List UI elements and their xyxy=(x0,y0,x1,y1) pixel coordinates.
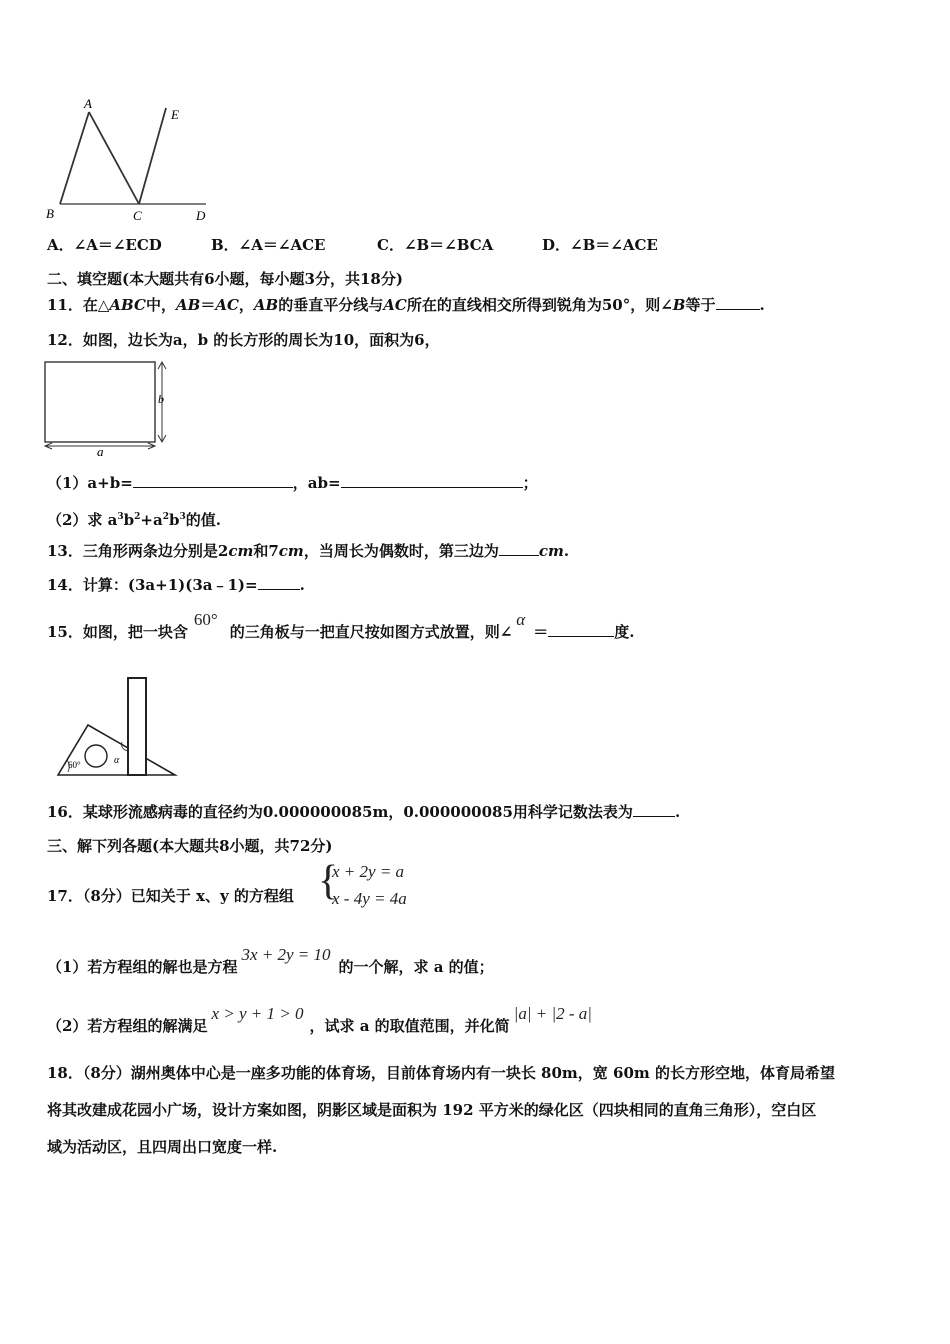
q12-part2 xyxy=(47,507,221,530)
q12-part2-end: 的值. xyxy=(185,511,221,529)
q11-ac2: AC xyxy=(383,296,407,314)
q14-end: . xyxy=(299,576,305,594)
q15-t1: 15．如图，把一块含 xyxy=(47,623,188,641)
q10-option-c: C．∠B＝∠BCA xyxy=(377,236,494,254)
q11-ab2: AB xyxy=(253,296,279,314)
q17-eq2: x - 4y = 4a xyxy=(332,889,407,908)
q15-t3: ＝ xyxy=(533,623,549,641)
ruler-triangle-figure xyxy=(50,672,180,782)
q17-part1-eq: 3x + 2y = 10 xyxy=(241,945,331,964)
q13-answer-blank[interactable] xyxy=(499,541,539,556)
q18-line-1: 18．（8分）湖州奥体中心是一座多功能的体育场，目前体育场内有一块长 80m，宽 60m 的长方形空地，体育局希望 xyxy=(47,1064,835,1082)
q13-t2: 和 xyxy=(253,542,269,560)
set-square-hole xyxy=(85,745,107,767)
ruler xyxy=(128,678,146,775)
q10-option-a: A．∠A＝∠ECD xyxy=(47,236,162,254)
q12-part2-b: b xyxy=(123,511,135,529)
q15 xyxy=(47,610,635,642)
label-c: C xyxy=(133,208,142,223)
q11-t3: ＝ xyxy=(200,296,216,314)
q13-end: . xyxy=(563,542,570,560)
label-rect-b: b xyxy=(158,392,164,406)
line-ac xyxy=(89,112,139,204)
q17-stem: 17．（8分）已知关于 x、y 的方程组 xyxy=(47,887,294,905)
line-ce xyxy=(139,108,166,204)
q15-t2: 的三角板与一把直尺按如图方式放置，则∠ xyxy=(229,623,513,641)
q18-line-3: 域为活动区，且四周出口宽度一样. xyxy=(47,1138,278,1156)
q15-end: 度. xyxy=(614,623,635,641)
q13-u3: cm xyxy=(538,542,564,560)
q17-eq1: x + 2y = a xyxy=(332,862,405,881)
rectangle xyxy=(45,362,155,442)
q11-ab: AB xyxy=(175,296,201,314)
q17-part2-mid: ，试求 a 的取值范围，并化简 xyxy=(309,1017,510,1035)
q12-product-blank[interactable] xyxy=(341,473,523,488)
section-3-heading: 三、解下列各题(本大题共8小题，共72分) xyxy=(47,837,333,855)
q12-part1-label: （1）a+b= xyxy=(47,474,133,492)
q11-b: B xyxy=(672,296,686,314)
q17-part2 xyxy=(47,1004,592,1036)
q17-part2-ineq: x > y + 1 > 0 xyxy=(211,1004,304,1023)
q12-part1-mid: ，ab= xyxy=(292,474,341,492)
q13-t3: ，当周长为偶数时，第三边为 xyxy=(303,542,499,560)
q12-exp-1: 3 xyxy=(117,512,124,522)
q11-end: . xyxy=(759,296,765,314)
q12-part1 xyxy=(47,473,538,493)
q13-t1: 13．三角形两条边分别是 xyxy=(47,542,218,560)
q10-option-d: D．∠B＝∠ACE xyxy=(542,236,658,254)
q12-part1-end: ； xyxy=(522,474,538,492)
q11-answer-blank[interactable] xyxy=(716,295,760,310)
q13 xyxy=(47,541,569,561)
q12-part2-c: +a xyxy=(140,511,163,529)
q11-t5: 的垂直平分线与 xyxy=(278,296,384,314)
q13-v2: 7 xyxy=(268,542,279,560)
q12-stem: 12．如图，边长为a，b 的长方形的周长为10，面积为6， xyxy=(47,331,440,349)
q18-line-2: 将其改建成花园小广场，设计方案如图，阴影区域是面积为 192 平方米的绿化区（四块相同的直角三角形），空白区 xyxy=(47,1101,817,1119)
q14-text: 14．计算：(3a+1)(3a﹣1)= xyxy=(47,576,258,594)
q16-answer-blank[interactable] xyxy=(633,802,675,817)
q15-answer-blank[interactable] xyxy=(548,622,614,637)
q13-v1: 2 xyxy=(217,542,229,560)
q11-t4: ， xyxy=(238,296,254,314)
q10-option-b: B．∠A＝∠ACE xyxy=(211,236,326,254)
q15-angle: 60° xyxy=(193,610,218,629)
q14 xyxy=(47,575,305,595)
q12-part2-a: （2）求 a xyxy=(47,511,118,529)
q14-answer-blank[interactable] xyxy=(258,575,300,590)
q12-sum-blank[interactable] xyxy=(133,473,293,488)
q12-exp-4: 3 xyxy=(179,512,186,522)
q11-abc: ABC xyxy=(109,296,146,314)
label-a: A xyxy=(84,96,92,111)
q13-u2: cm xyxy=(278,542,304,560)
q17-part1 xyxy=(47,945,494,977)
q17-part1-pre: （1）若方程组的解也是方程 xyxy=(47,958,238,976)
q17-system-brace: { xyxy=(318,858,339,904)
label-b: B xyxy=(46,206,54,221)
line-ba xyxy=(60,112,89,204)
q13-u1: cm xyxy=(228,542,254,560)
label-e: E xyxy=(171,107,179,122)
section-2-heading: 二、填空题(本大题共有6小题，每小题3分，共18分) xyxy=(47,270,403,288)
q16-text: 16．某球形流感病毒的直径约为0.000000085m，0.000000085用科学记数法表为 xyxy=(47,803,633,821)
label-alpha: α xyxy=(114,755,120,766)
q17-part1-post: 的一个解，求 a 的值； xyxy=(338,958,494,976)
label-60: 60° xyxy=(68,760,81,770)
q11-ac: AC xyxy=(215,296,239,314)
q15-alpha: α xyxy=(516,610,526,629)
q12-exp-2: 2 xyxy=(134,512,141,522)
rectangle-figure xyxy=(40,358,180,458)
triangle-figure xyxy=(40,92,220,227)
label-rect-a: a xyxy=(97,444,104,458)
q12-exp-3: 2 xyxy=(162,512,169,522)
q11-t2: 中， xyxy=(145,296,176,314)
q17-part2-abs: |a| + |2 - a| xyxy=(513,1004,592,1023)
label-d: D xyxy=(196,208,206,223)
q16-end: . xyxy=(674,803,681,821)
q11-t1: 11．在△ xyxy=(47,296,110,314)
q16 xyxy=(47,802,680,822)
q11-t6: 所在的直线相交所得到锐角为50°，则∠ xyxy=(406,296,673,314)
q11 xyxy=(47,295,765,315)
q17-part2-pre: （2）若方程组的解满足 xyxy=(47,1017,208,1035)
q12-part2-d: b xyxy=(168,511,180,529)
q11-t7: 等于 xyxy=(685,296,716,314)
